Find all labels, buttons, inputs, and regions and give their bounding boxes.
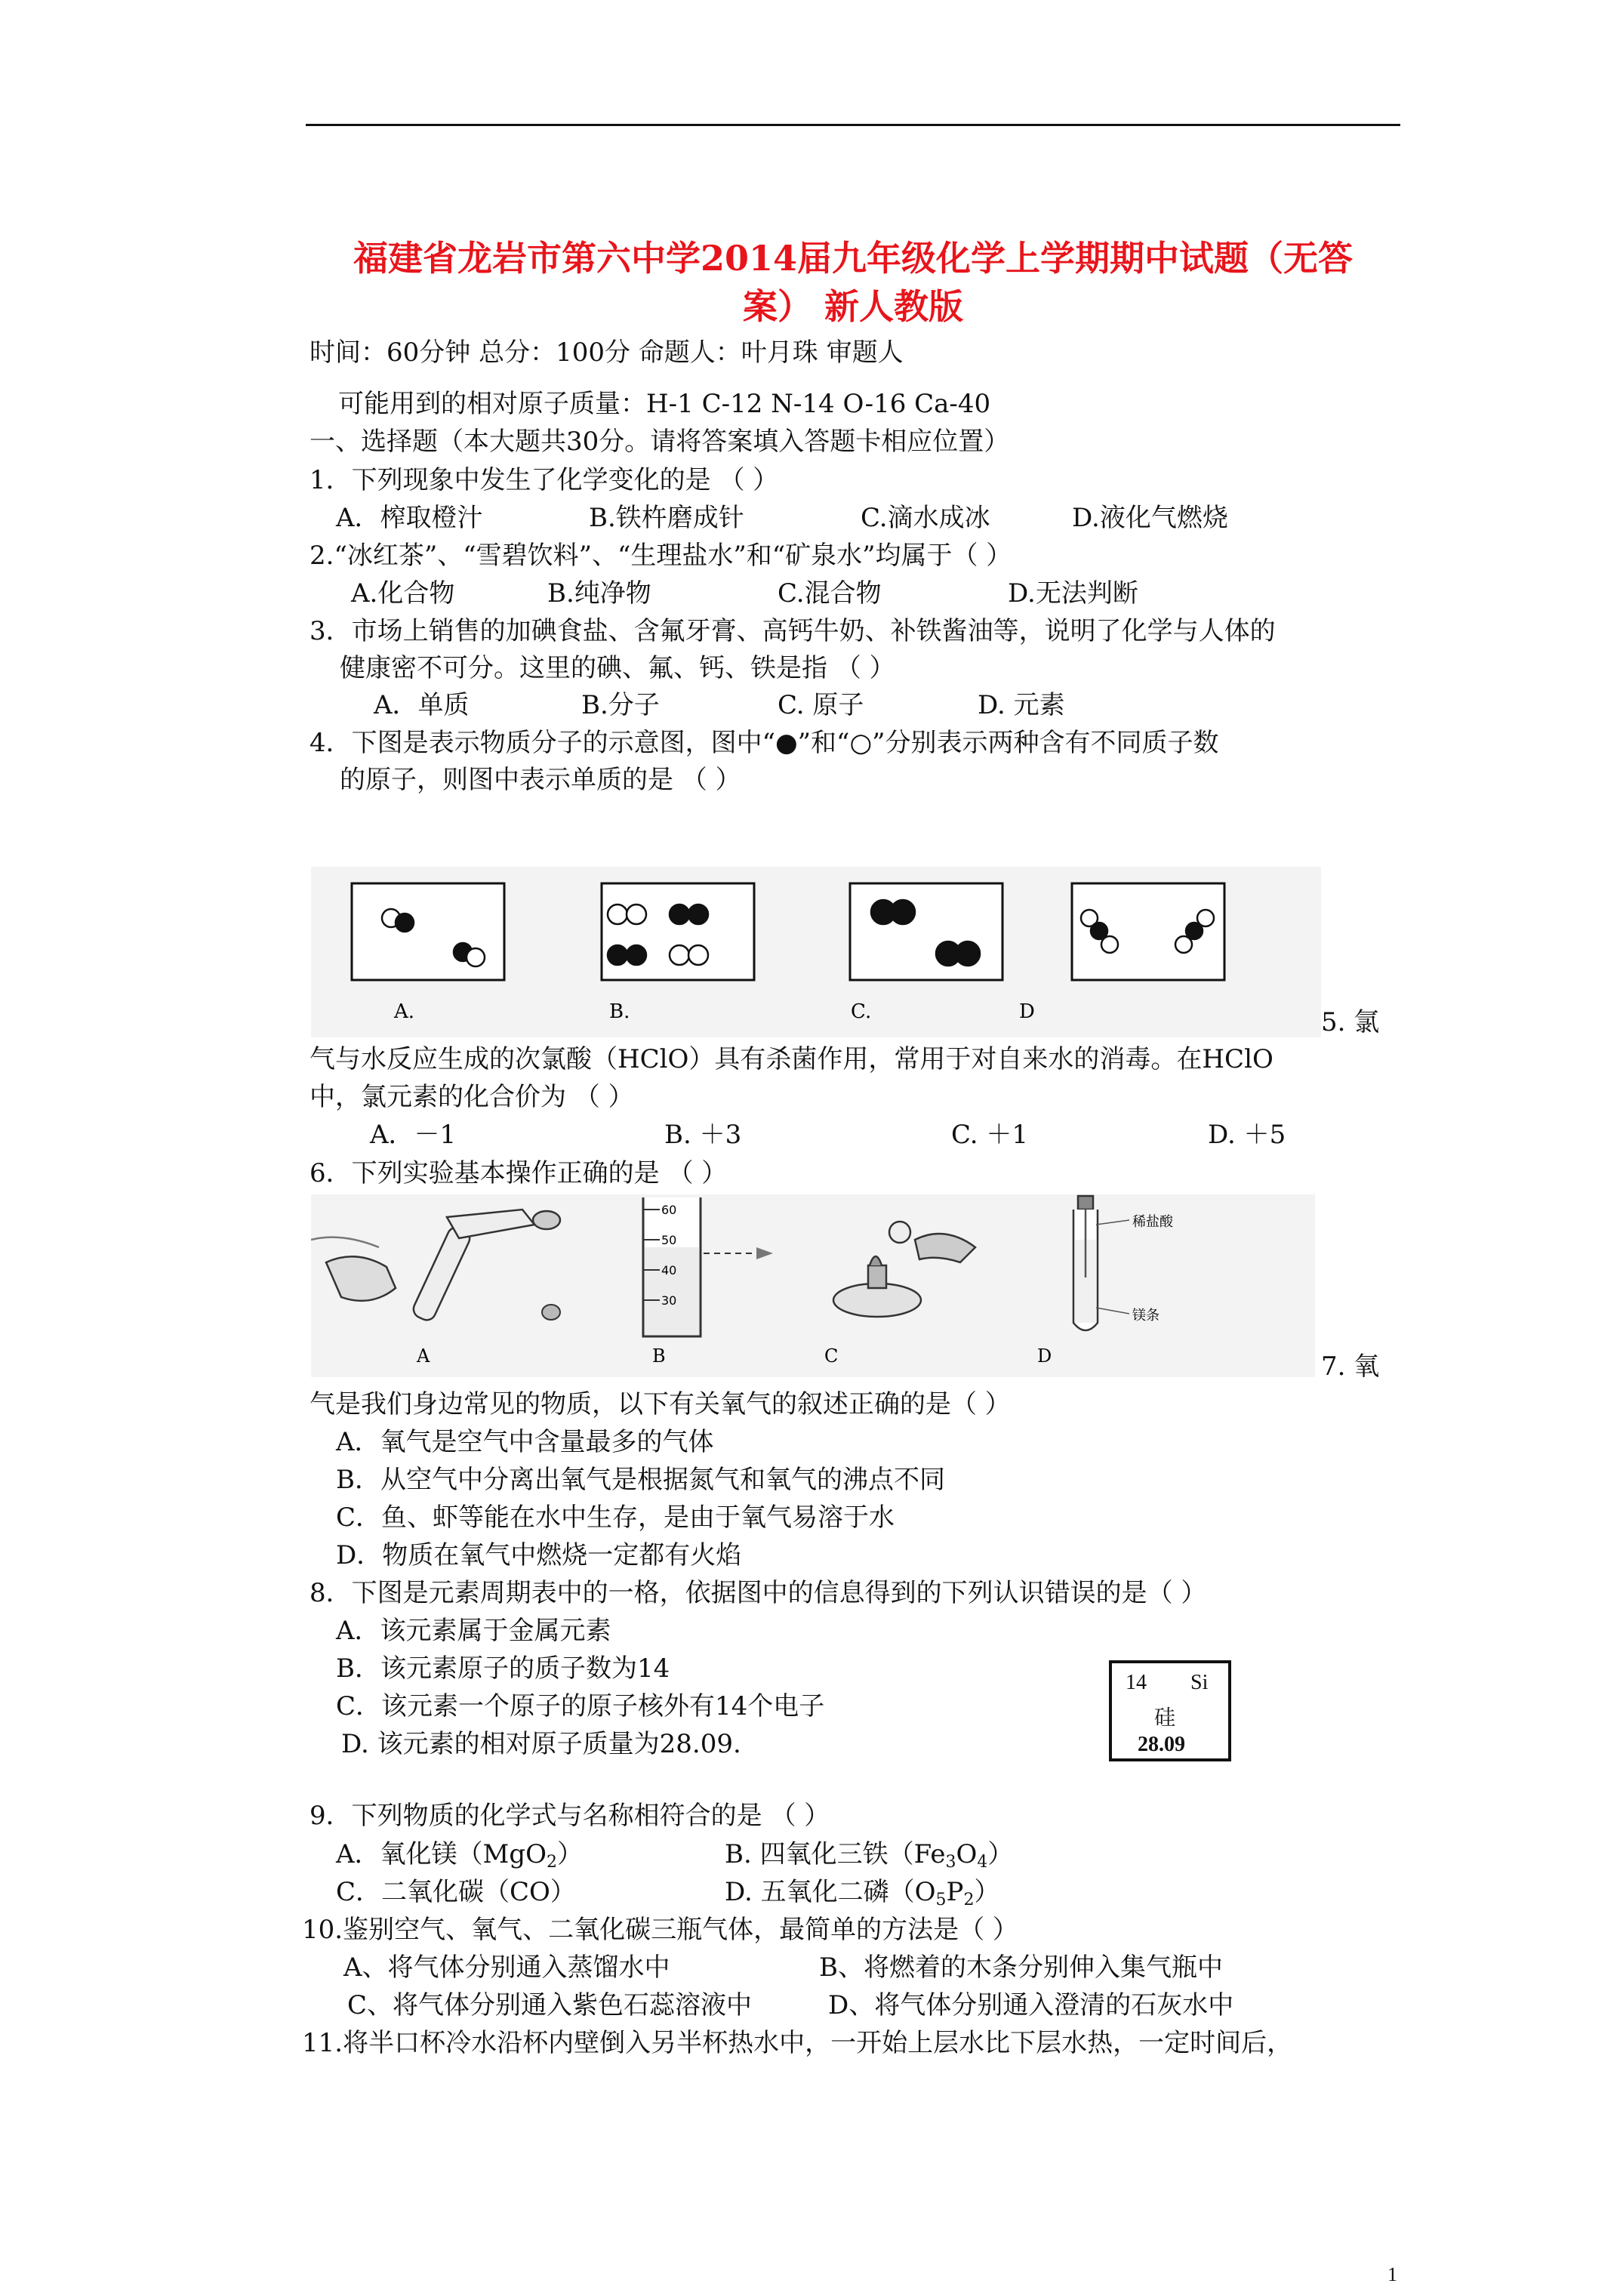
section-heading: 一、选择题（本大题共30分。请将答案填入答题卡相应位置） xyxy=(310,427,1010,457)
molecule-figure xyxy=(311,867,1321,1037)
q4-stem-line2: 的原子，则图中表示单质的是 （ ） xyxy=(340,765,741,795)
q10-option-a: A、将气体分别通入蒸馏水中 xyxy=(343,1952,670,1983)
q9-d-close: ） xyxy=(974,1877,1000,1907)
q2-option-a: A.化合物 xyxy=(351,578,455,609)
q4-label-a: A. xyxy=(394,1000,415,1023)
tube-label-acid: 稀盐酸 xyxy=(1132,1214,1173,1230)
q6-stem: 6．下列实验基本操作正确的是 （ ） xyxy=(310,1158,728,1188)
q7-option-a: A．氧气是空气中含量最多的气体 xyxy=(336,1427,714,1457)
exam-info: 时间：60分钟 总分：100分 命题人：叶月珠 审题人 xyxy=(310,337,904,368)
element-symbol: Si xyxy=(1190,1671,1209,1694)
q9-option-b xyxy=(725,1839,1013,1878)
q9-b-close: ） xyxy=(987,1839,1014,1869)
q1-stem: 1．下列现象中发生了化学变化的是 （ ） xyxy=(310,465,779,495)
q10-option-d: D、将气体分别通入澄清的石灰水中 xyxy=(828,1990,1234,2020)
element-name: 硅 xyxy=(1154,1705,1176,1730)
alcohol-lamp-illustration xyxy=(833,1222,975,1317)
q4-label-b: B. xyxy=(609,1000,630,1023)
q7-stem: 气是我们身边常见的物质，以下有关氧气的叙述正确的是（ ） xyxy=(310,1389,1011,1419)
q8-option-b: B．该元素原子的质子数为14 xyxy=(336,1653,670,1684)
q2-option-b: B.纯净物 xyxy=(547,578,651,609)
q2-option-c: C.混合物 xyxy=(778,578,882,609)
q9-b-mid: O xyxy=(956,1839,978,1869)
q1-option-a: A．榨取橙汁 xyxy=(336,503,483,533)
q4-label-d: D xyxy=(1019,1000,1035,1023)
q1-option-c: C.滴水成冰 xyxy=(861,503,990,533)
q9-b-subscript2: 4 xyxy=(977,1853,988,1872)
q5-stem-line2: 中，氯元素的化合价为 （ ） xyxy=(310,1082,634,1112)
q5-option-a: A．－1 xyxy=(370,1120,457,1150)
q8-option-a: A．该元素属于金属元素 xyxy=(336,1616,611,1646)
q9-d-text: D. 五氧化二磷（O xyxy=(725,1877,936,1907)
page-title-line1: 福建省龙岩市第六中学2014届九年级化学上学期期中试题（无答 xyxy=(353,238,1354,279)
q3-stem-line1: 3．市场上销售的加碘食盐、含氟牙膏、高钙牛奶、补铁酱油等，说明了化学与人体的 xyxy=(310,616,1276,646)
q9-stem: 9．下列物质的化学式与名称相符合的是 （ ） xyxy=(310,1801,830,1831)
q8-option-c: C．该元素一个原子的原子核外有14个电子 xyxy=(336,1691,825,1721)
molecule-diagrams xyxy=(311,867,1321,1037)
q10-stem: 10.鉴别空气、氧气、二氧化碳三瓶气体，最简单的方法是（ ） xyxy=(302,1915,1018,1945)
q4-label-c: C. xyxy=(851,1000,872,1023)
atomic-masses: 可能用到的相对原子质量：H-1 C-12 N-14 O-16 Ca-40 xyxy=(338,389,991,419)
q3-option-b: B.分子 xyxy=(581,690,660,720)
q6-label-a: A xyxy=(417,1345,430,1367)
q4-stem-line1: 4．下图是表示物质分子的示意图，图中“●”和“○”分别表示两种含有不同质子数 xyxy=(310,728,1219,758)
q2-option-d: D.无法判断 xyxy=(1008,578,1138,609)
atomic-mass: 28.09 xyxy=(1138,1733,1185,1756)
page-number: 1 xyxy=(1387,2264,1397,2285)
q8-stem: 8．下图是元素周期表中的一格，依据图中的信息得到的下列认识错误的是（ ） xyxy=(310,1578,1207,1608)
q11-stem: 11.将半口杯冷水沿杯内壁倒入另半杯热水中，一开始上层水比下层水热，一定时间后， xyxy=(302,2028,1293,2058)
cylinder-tick-50: 50 xyxy=(661,1233,677,1247)
q3-stem-line2: 健康密不可分。这里的碘、氟、钙、铁是指 （ ） xyxy=(340,653,895,683)
header-rule xyxy=(306,124,1400,126)
lab-operations xyxy=(311,1194,1315,1377)
q7-option-d: D．物质在氧气中燃烧一定都有火焰 xyxy=(336,1540,742,1570)
q3-option-a: A．单质 xyxy=(374,690,470,720)
q9-a-text: A．氧化镁（MgO xyxy=(336,1839,547,1869)
q5-option-b: B. ＋3 xyxy=(664,1120,742,1150)
q5-stem-line1: 气与水反应生成的次氯酸（HClO）具有杀菌作用，常用于对自来水的消毒。在HClO xyxy=(310,1044,1273,1074)
cylinder-tick-40: 40 xyxy=(661,1263,677,1277)
q9-option-a xyxy=(336,1839,583,1878)
q6-label-d: D xyxy=(1037,1345,1052,1367)
q5-number: 5. 氯 xyxy=(1321,1007,1380,1037)
q9-d-mid: P xyxy=(946,1877,964,1907)
q3-option-c: C. 原子 xyxy=(778,690,864,720)
page-title-line2: 案） 新人教版 xyxy=(742,286,963,327)
periodic-table-cell xyxy=(1109,1660,1231,1761)
q9-b-subscript1: 3 xyxy=(945,1853,956,1872)
q5-option-c: C. ＋1 xyxy=(951,1120,1029,1150)
q9-option-d xyxy=(725,1877,999,1915)
q7-number: 7. 氧 xyxy=(1321,1351,1380,1382)
q9-b-text: B. 四氧化三铁（Fe xyxy=(725,1839,946,1869)
test-tube-illustration xyxy=(1073,1196,1129,1330)
cylinder-tick-30: 30 xyxy=(661,1293,677,1308)
pouring-liquid-illustration xyxy=(311,1210,560,1323)
q6-label-c: C xyxy=(824,1345,839,1367)
q5-option-d: D. ＋5 xyxy=(1208,1120,1286,1150)
q1-option-d: D.液化气燃烧 xyxy=(1072,503,1228,533)
q9-option-c: C．二氧化碳（CO） xyxy=(336,1877,576,1907)
tube-label-magnesium: 镁条 xyxy=(1132,1308,1160,1324)
q8-option-d: D. 该元素的相对原子质量为28.09. xyxy=(341,1729,741,1759)
q7-option-b: B．从空气中分离出氧气是根据氮气和氧气的沸点不同 xyxy=(336,1465,945,1495)
q2-stem: 2.“冰红茶”、“雪碧饮料”、“生理盐水”和“矿泉水”均属于（ ） xyxy=(310,541,1012,571)
q9-a-close: ） xyxy=(557,1839,584,1869)
q10-option-b: B、将燃着的木条分别伸入集气瓶中 xyxy=(819,1952,1223,1983)
q3-option-d: D. 元素 xyxy=(978,690,1065,720)
q6-label-b: B xyxy=(652,1345,666,1367)
q1-option-b: B.铁杵磨成针 xyxy=(589,503,744,533)
q9-a-subscript: 2 xyxy=(547,1853,558,1872)
lab-operations-figure xyxy=(311,1194,1315,1377)
atomic-number: 14 xyxy=(1126,1671,1147,1694)
q7-option-c: C．鱼、虾等能在水中生存，是由于氧气易溶于水 xyxy=(336,1502,895,1533)
q9-d-subscript2: 2 xyxy=(963,1891,975,1909)
q10-option-c: C、将气体分别通入紫色石蕊溶液中 xyxy=(347,1990,753,2020)
cylinder-tick-60: 60 xyxy=(661,1203,677,1217)
q9-d-subscript1: 5 xyxy=(935,1891,947,1909)
